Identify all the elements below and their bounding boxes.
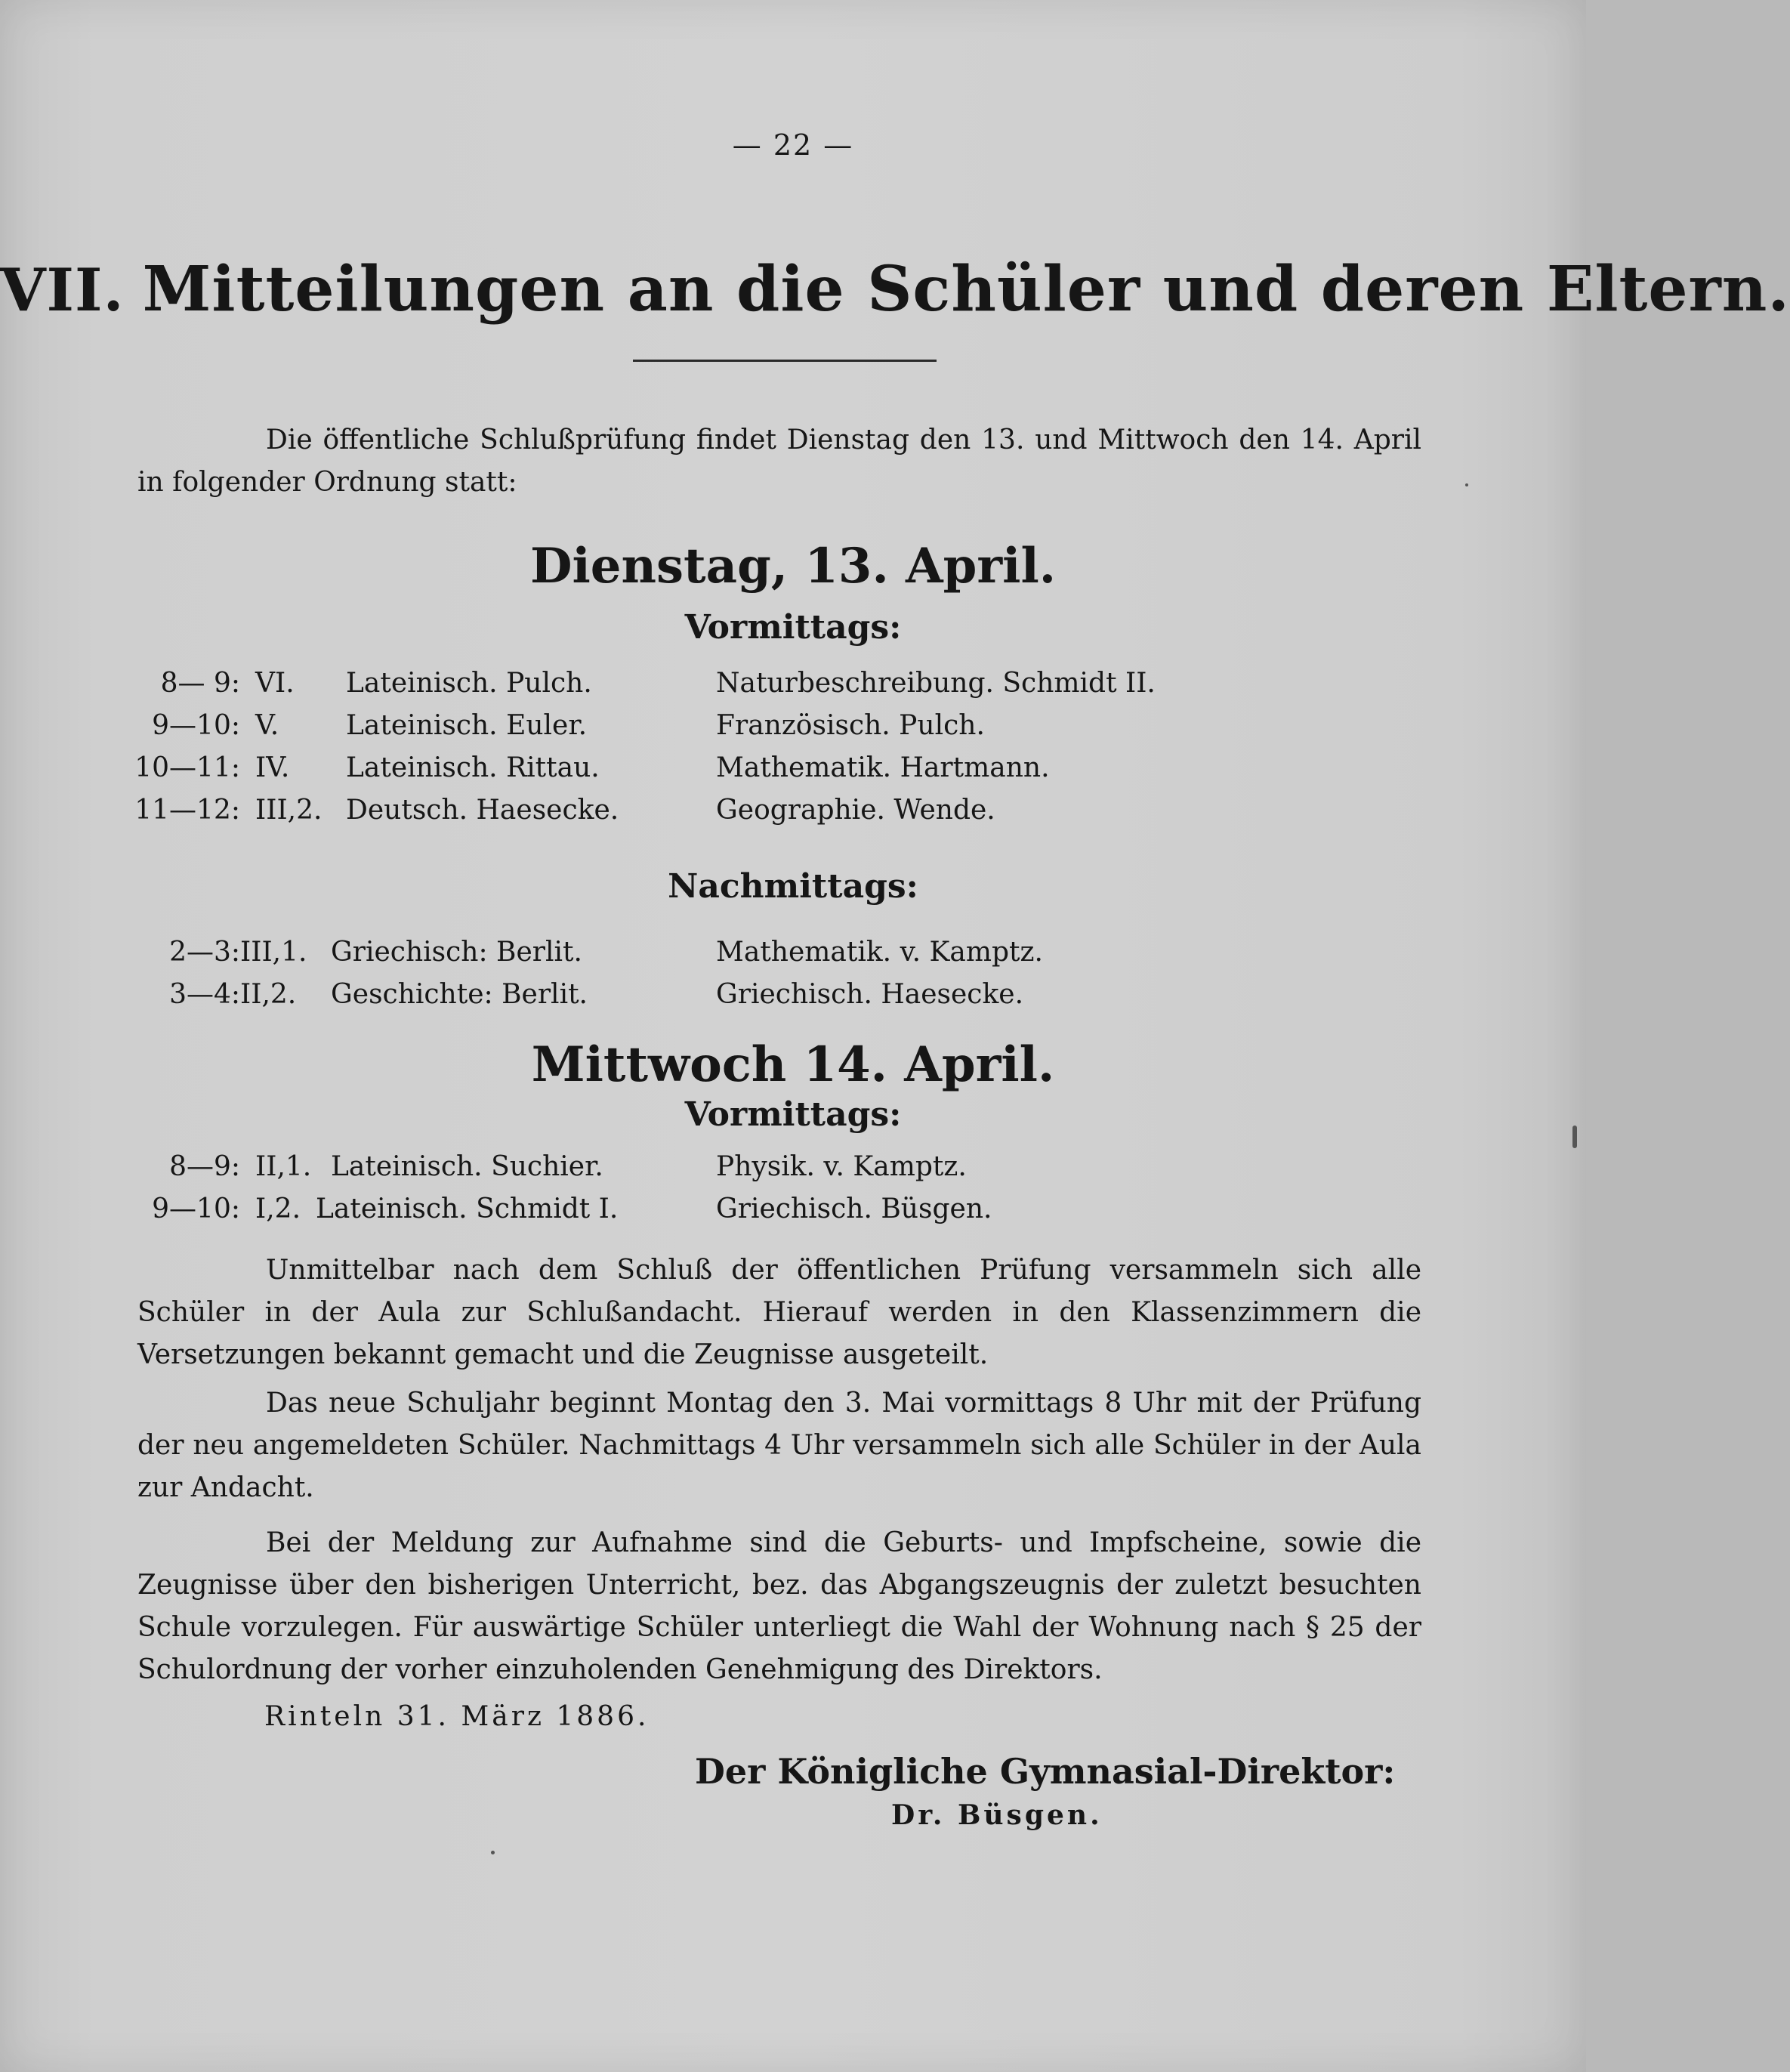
second-subject: Naturbeschreibung. Schmidt II. [716, 668, 1156, 699]
class-name: II,1. [255, 1151, 312, 1182]
class-name: III,1. [240, 937, 307, 968]
heading-divider [633, 360, 937, 362]
second-subject: Geographie. Wende. [716, 795, 995, 826]
second-subject: Mathematik. Hartmann. [716, 752, 1050, 783]
class-name: I,2. [255, 1193, 301, 1224]
intro-paragraph: Die öffentliche Schlußprüfung findet Dienstag den 13. und Mittwoch den 14. April in folgender Ordnung statt: [137, 425, 1421, 498]
schedule-row [134, 795, 1313, 837]
second-subject: Französisch. Pulch. [716, 710, 985, 741]
schedule-row [169, 937, 1313, 979]
part-title-wednesday-morning: Vormittags: [684, 1095, 902, 1134]
signature-title: Der Königliche Gymnasial-Direktor: [695, 1751, 1396, 1792]
second-subject: Mathematik. v. Kamptz. [716, 937, 1043, 968]
scan-speck [491, 1851, 495, 1854]
time-slot: 2—3: [169, 937, 240, 968]
time-slot: 8—9: [169, 1151, 240, 1182]
class-name: III,2. [255, 795, 323, 826]
time-slot: 9—10: [152, 1193, 240, 1224]
class-name: V. [255, 710, 279, 741]
first-subject: Lateinisch. Rittau. [346, 752, 600, 783]
class-name: VI. [255, 668, 295, 699]
first-subject: Lateinisch. Suchier. [331, 1151, 603, 1182]
class-name: II,2. [240, 979, 297, 1010]
day-title-wednesday: Mittwoch 14. April. [531, 1036, 1055, 1093]
time-slot: 10—11: [134, 752, 240, 783]
first-subject: Lateinisch. Euler. [346, 710, 588, 741]
place-date: Rinteln 31. März 1886. [264, 1701, 650, 1732]
second-subject: Griechisch. Haesecke. [716, 979, 1024, 1010]
schedule-row [160, 668, 1313, 710]
class-name: IV. [255, 752, 290, 783]
section-title: Mitteilungen an die Schüler und deren Eltern. [142, 253, 1790, 326]
time-slot: 11—12: [134, 795, 240, 826]
part-title-tuesday-afternoon: Nachmittags: [668, 867, 918, 906]
section-number: VII. [0, 256, 125, 325]
scan-mark [1572, 1126, 1577, 1148]
paragraph-new-school-year: Das neue Schuljahr beginnt Montag den 3. Mai vormittags 8 Uhr mit der Prüfung der neu angemeldeten Schüler. Nachmittags 4 Uhr versammeln sich alle Schüler in der Aula zur Andacht. [137, 1388, 1421, 1503]
second-subject: Physik. v. Kamptz. [716, 1151, 967, 1182]
time-slot: 3—4: [169, 979, 240, 1010]
paragraph-admission: Bei der Meldung zur Aufnahme sind die Geburts- und Impfscheine, sowie die Zeugnisse über den bisherigen Unterricht, bez. das Abgangszeugnis der zuletzt besuchten Schule vorzulegen. Für auswärtige Schüler unterliegt die Wahl der Wohnung nach § 25 der Schulordnung der vorher einzuholenden Genehmigung des Direktors. [137, 1527, 1421, 1685]
section-heading [0, 253, 1790, 326]
time-slot: 8— 9: [160, 668, 240, 699]
first-subject: Griechisch: Berlit. [331, 937, 582, 968]
first-subject: Deutsch. Haesecke. [346, 795, 619, 826]
time-slot: 9—10: [152, 710, 240, 741]
schedule-row [169, 1151, 1313, 1193]
schedule-row [169, 979, 1313, 1021]
second-subject: Griechisch. Büsgen. [716, 1193, 992, 1224]
first-subject: Lateinisch. Pulch. [346, 668, 592, 699]
day-title-tuesday: Dienstag, 13. April. [529, 538, 1057, 594]
signer-name: Dr. Büsgen. [891, 1799, 1103, 1831]
schedule-row [152, 710, 1313, 752]
first-subject: Geschichte: Berlit. [331, 979, 588, 1010]
schedule-row [134, 752, 1313, 795]
part-title-tuesday-morning: Vormittags: [684, 608, 902, 647]
schedule-row [152, 1193, 1313, 1236]
scan-speck [1465, 483, 1468, 486]
first-subject: Lateinisch. Schmidt I. [316, 1193, 619, 1224]
page-number: — 22 — [732, 128, 854, 162]
paragraph-final-ceremony: Unmittelbar nach dem Schluß der öffentlichen Prüfung versammeln sich alle Schüler in der Aula zur Schlußandacht. Hierauf werden in den Klassenzimmern die Versetzungen bekannt gemacht und die Zeugnisse ausgeteilt. [137, 1255, 1421, 1370]
